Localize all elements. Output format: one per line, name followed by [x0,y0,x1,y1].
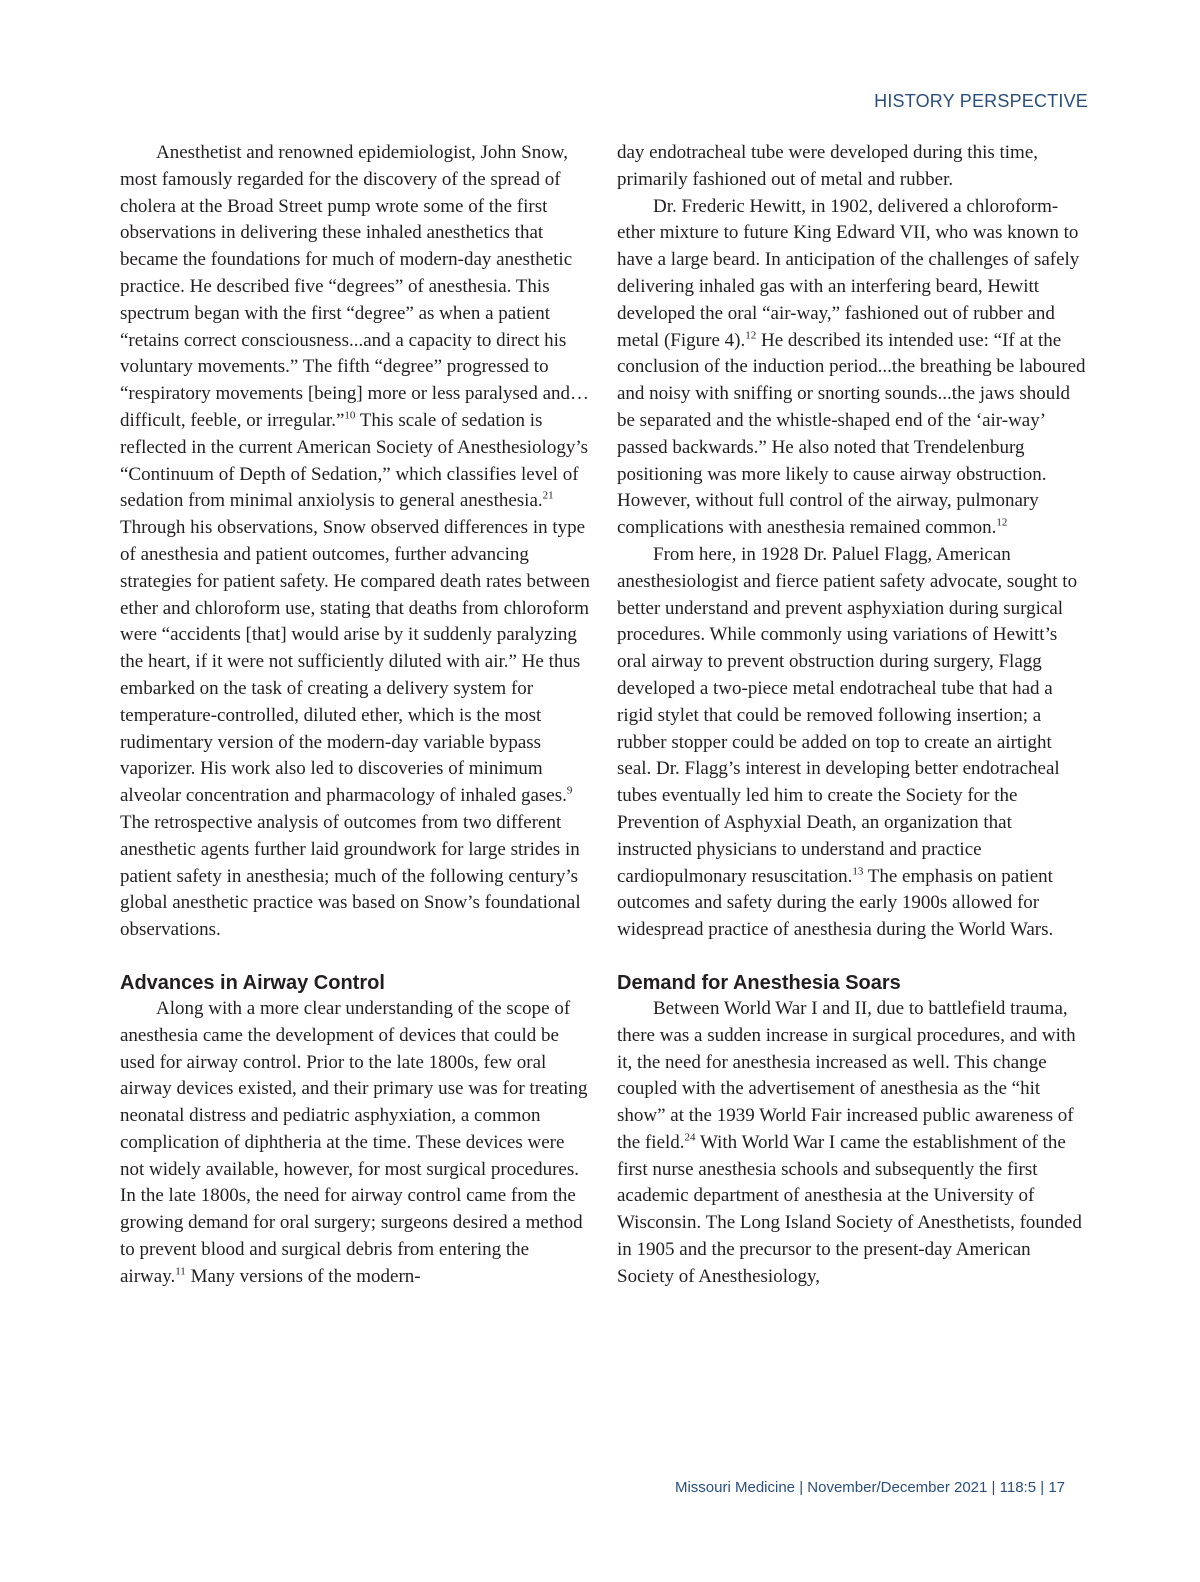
footer-issue: November/December 2021 [807,1479,988,1496]
citation: 21 [542,490,554,503]
footer-journal: Missouri Medicine [674,1479,796,1496]
section-header: HISTORY PERSPECTIVE [874,91,1088,111]
citation: 11 [175,1265,186,1278]
paragraph-airway: Along with a more clear understanding of the scope of anesthesia came the development of devices that could be used for airway control. Prior to the late 1800s, few oral airway devices existed, and their primary use was for treating neonatal distress and pediatric asphyxiation, a common complication of diphtheria at the time. These devices were not widely available, however, for most surgical procedures. In the late 1800s, the need for airway control came from the growing demand for oral surgery; surgeons desired a method to prevent blood and surgical debris from entering the airway.$^{11}$ Many versions of the modern- [120,997,588,1287]
paragraph-world-wars: Between World War I and II, due to battlefield trauma, there was a sudden increase in surgical procedures, and with it, the need for anesthesia increased as well. This change coupled with the advertisement of anesthesia as the “hit show” at the 1939 World Fair increased public awareness of the field.$^{24}$ With World War I came the establishment of the first nurse anesthesia schools and subsequently the first academic department of anesthesia at the University of Wisconsin. The Long Island Society of Anesthetists, founded in 1905 and the precursor to the present-day American Society of Anesthesiology, [617,997,1082,1287]
paragraph-continued: day endotracheal tube were developed during this time, primarily fashioned out of metal and rubber. [617,142,1039,190]
citation: 12 [745,329,757,342]
footer-separator: | [799,1479,804,1496]
right-column [617,140,1087,1291]
footer-separator: | [991,1479,996,1496]
paragraph-hewitt: Dr. Frederic Hewitt, in 1902, delivered a chloroform-ether mixture to future King Edward VII, who was known to have a large beard. In anticipation of the challenges of safely delivering inhaled gas with an interfering beard, Hewitt developed the oral “air-way,” fashioned out of rubber and metal (Figure 4).$^{12}$ He described its intended use: “If at the conclusion of the induction period...the breathing be laboured and noisy with sniffing or snorting sounds...the jaws should be separated and the whistle-shaped end of the ‘air-way’ passed backwards.” He also noted that Trendelenburg positioning was more likely to cause airway obstruction. However, without full control of the airway, pulmonary complications with anesthesia remained common.$^{12}$ [617,195,1086,539]
heading-demand-anesthesia: Demand for Anesthesia Soars [617,971,901,994]
footer-volume: 118:5 [999,1479,1037,1496]
citation: 24 [684,1131,696,1144]
citation: 13 [852,865,864,878]
citation: 9 [566,784,573,797]
page-footer [675,1479,1065,1496]
left-column [120,140,592,1291]
paragraph-flagg: From here, in 1928 Dr. Paluel Flagg, American anesthesiologist and fierce patient safety advocate, sought to better understand and prevent asphyxiation during surgical procedures. While commonly using variations of Hewitt’s oral airway to prevent obstruction during surgery, Flagg developed a two-piece metal endotracheal tube that had a rigid stylet that could be removed following insertion; a rubber stopper could be added on top to create an airtight seal. Dr. Flagg’s interest in developing better endotracheal tubes eventually led him to create the Society for the Prevention of Asphyxial Death, an organization that instructed physicians to understand and practice cardiopulmonary resuscitation.$^{13}$ The emphasis on patient outcomes and safety during the early 1900s allowed for widespread practice of anesthesia during the World Wars. [617,543,1078,941]
paragraph-snow: Anesthetist and renowned epidemiologist, John Snow, most famously regarded for the discovery of the spread of cholera at the Broad Street pump wrote some of the first observations in delivering these inhaled anesthetics that became the foundations for much of modern-day anesthetic practice. He described five “degrees” of anesthesia. This spectrum began with the first “degree” as when a patient “retains correct consciousness...and a capacity to direct his voluntary movements.” The fifth “degree” progressed to “respiratory movements [being] more or less paralysed and…difficult, feeble, or irregular.”$^{10}$ This scale of sedation is reflected in the current American Society of Anesthesiology’s “Continuum of Depth of Sedation,” which classifies level of sedation from minimal anxiolysis to general anesthesia.$^{21}$ Through his observations, Snow observed differences in type of anesthesia and patient outcomes, further advancing strategies for patient safety. He compared death rates between ether and chloroform use, stating that deaths from chloroform were “accidents [that] would arise by it suddenly paralyzing the heart, if it were not sufficiently diluted with air.” He thus embarked on the task of creating a delivery system for temperature-controlled, diluted ether, which is the most rudimentary version of the modern-day variable bypass vaporizer. His work also led to discoveries of minimum alveolar concentration and pharmacology of inhaled gases.$^9$ The retrospective analysis of outcomes from two different anesthetic agents further laid groundwork for large strides in patient safety in anesthesia; much of the following century’s global anesthetic practice was based on Snow’s foundational observations. [120,142,590,941]
heading-airway-control: Advances in Airway Control [120,971,385,994]
citation: 12 [996,516,1008,529]
page-number: 17 [1048,1479,1065,1496]
footer-separator: | [1040,1479,1045,1496]
citation: 10 [344,409,356,422]
